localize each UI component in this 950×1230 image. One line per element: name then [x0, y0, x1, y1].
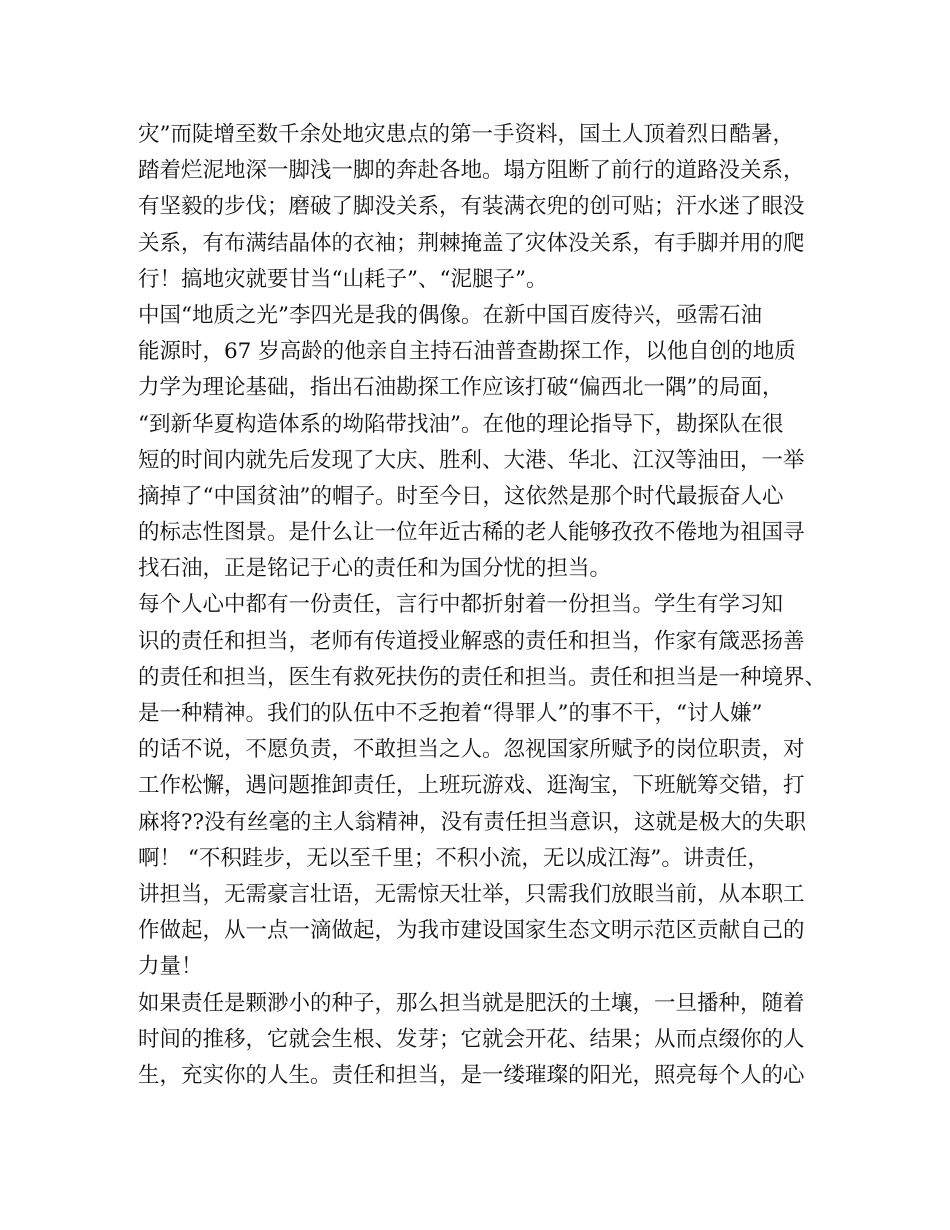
text-line: 讲担当，无需豪言壮语，无需惊天壮举，只需我们放眼当前，从本职工 — [138, 881, 805, 907]
text-line: 中国“地质之光”李四光是我的偶像。在新中国百废待兴，亟需石油 — [138, 302, 762, 328]
text-line: 如果责任是颗渺小的种子，那么担当就是肥沃的土壤，一旦播种，随着 — [138, 990, 805, 1016]
text-line: 力学为理论基础，指出石油勘探工作应该打破“偏西北一隅”的局面， — [138, 375, 784, 401]
text-line: 的标志性图景。是什么让一位年近古稀的老人能够孜孜不倦地为祖国寻 — [138, 520, 805, 546]
text-line: 啊！ “不积跬步，无以至千里；不积小流，无以成江海”。讲责任， — [138, 845, 769, 871]
text-line: 时间的推移，它就会生根、发芽；它就会开花、结果；从而点缀你的人 — [138, 1026, 805, 1052]
text-line: 灾”而陡增至数千余处地灾患点的第一手资料，国土人顶着烈日酷暑， — [138, 122, 794, 147]
text-line: 识的责任和担当，老师有传道授业解惑的责任和担当，作家有箴恶扬善 — [138, 628, 805, 654]
text-line: 每个人心中都有一份责任，言行中都折射着一份担当。学生有学习知 — [138, 592, 784, 618]
text-line: 的责任和担当，医生有救死扶伤的责任和担当。责任和担当是一种境界、 — [138, 664, 827, 690]
text-line: 作做起，从一点一滴做起，为我市建设国家生态文明示范区贡献自己的 — [138, 918, 805, 944]
text-line: 踏着烂泥地深一脚浅一脚的奔赴各地。塌方阻断了前行的道路没关系， — [138, 158, 805, 184]
text-line: 力量！ — [138, 954, 203, 980]
text-line: 工作松懈，遇问题推卸责任，上班玩游戏、逛淘宝，下班觥筹交错，打 — [138, 773, 805, 799]
text-line: 能源时，67 岁高龄的他亲自主持石油普查勘探工作，以他自创的地质 — [138, 339, 796, 365]
text-line: 生，充实你的人生。责任和担当，是一缕璀璨的阳光，照亮每个人的心 — [138, 1062, 805, 1088]
body-text — [138, 117, 827, 1094]
text-line: 有坚毅的步伐；磨破了脚没关系，有装满衣兜的创可贴；汗水迷了眼没 — [138, 194, 805, 220]
text-line: 摘掉了“中国贫油”的帽子。时至今日，这依然是那个时代最振奋人心 — [138, 483, 784, 509]
text-line: 的话不说，不愿负责，不敢担当之人。忽视国家所赋予的岗位职责，对 — [138, 737, 805, 763]
text-line: 关系，有布满结晶体的衣袖；荆棘掩盖了灾体没关系，有手脚并用的爬 — [138, 230, 805, 256]
text-line: “到新华夏构造体系的坳陷带找油”。在他的理论指导下，勘探队在很 — [138, 411, 784, 437]
text-line: 找石油，正是铭记于心的责任和为国分忧的担当。 — [138, 556, 612, 582]
text-line: 短的时间内就先后发现了大庆、胜利、大港、华北、江汉等油田，一举 — [138, 447, 805, 473]
text-line: 行！搞地灾就要甘当“山耗子”、“泥腿子”。 — [138, 266, 548, 292]
text-line: 是一种精神。我们的队伍中不乏抱着“得罪人”的事不干，“讨人嫌” — [138, 701, 763, 726]
text-line: 麻将??没有丝毫的主人翁精神，没有责任担当意识，这就是极大的失职 — [138, 809, 807, 835]
